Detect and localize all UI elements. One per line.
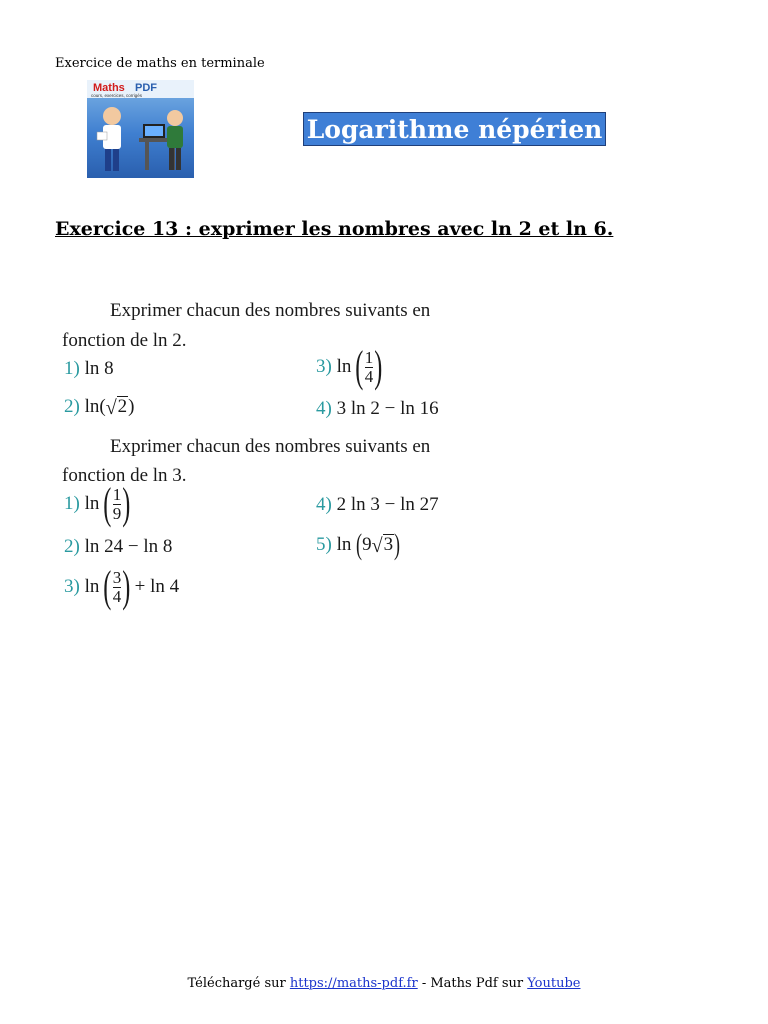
right-paren-icon: )	[374, 342, 383, 391]
logo-brand-pdf: PDF	[135, 82, 157, 94]
part1-item-4	[316, 398, 439, 420]
item-number: 1)	[64, 493, 80, 514]
item-function: ln	[336, 356, 352, 377]
radicand: 3	[383, 534, 394, 556]
item-function: ln(	[84, 396, 106, 417]
part2-item-4	[316, 494, 439, 516]
square-root	[372, 534, 394, 556]
fraction	[365, 349, 374, 386]
numerator: 1	[364, 347, 374, 367]
part1-intro-line2: fonction de ln 2.	[62, 330, 187, 351]
item-function: ln	[84, 576, 100, 597]
document-header: Exercice de maths en terminale	[55, 56, 265, 71]
footer	[0, 976, 768, 991]
logo-brand-text: Maths	[93, 82, 125, 94]
item-suffix: + ln 4	[134, 576, 180, 597]
item-number: 2)	[64, 536, 80, 557]
page-title: Logarithme népérien	[303, 112, 606, 146]
logo-illustration	[87, 80, 194, 178]
youtube-link[interactable]: Youtube	[527, 976, 581, 991]
item-number: 4)	[316, 398, 332, 419]
footer-prefix: Téléchargé sur	[187, 976, 290, 991]
part1-item-2	[64, 396, 135, 418]
item-number: 3)	[316, 356, 332, 377]
right-paren-icon: )	[394, 528, 401, 561]
left-paren-icon: (	[356, 528, 363, 561]
part1-item-3	[316, 342, 383, 391]
student-head-icon	[103, 107, 121, 125]
radical-icon: √	[371, 534, 383, 557]
numerator: 1	[112, 484, 122, 504]
radicand: 2	[117, 396, 128, 418]
part2-intro-line2: fonction de ln 3.	[62, 465, 187, 486]
denominator: 4	[112, 586, 122, 606]
right-paren-icon: )	[122, 562, 131, 611]
fraction	[113, 486, 122, 523]
item-expression: ln 24 − ln 8	[84, 536, 173, 557]
square-root	[106, 396, 128, 418]
coefficient: 9	[362, 534, 372, 555]
part1-item-1	[64, 358, 114, 380]
radical-icon: √	[105, 396, 117, 419]
denominator: 9	[112, 503, 122, 523]
closing-paren: )	[128, 396, 135, 417]
item-number: 2)	[64, 396, 80, 417]
exercise-title: Exercice 13 : exprimer les nombres avec ln 2 et ln 6.	[55, 218, 614, 240]
logo-tagline: cours, exercices, corrigés	[91, 93, 143, 98]
item-expression: 3 ln 2 − ln 16	[336, 398, 439, 419]
maths-pdf-logo	[87, 80, 194, 178]
item-function: ln	[336, 534, 352, 555]
item-number: 5)	[316, 534, 332, 555]
part2-item-1	[64, 479, 131, 528]
item-expression: ln 8	[84, 358, 114, 379]
maths-pdf-link[interactable]: https://maths-pdf.fr	[289, 976, 418, 991]
teacher-head-icon	[167, 110, 183, 126]
fraction	[113, 569, 122, 606]
right-paren-icon: )	[122, 479, 131, 528]
part2-intro-line1: Exprimer chacun des nombres suivants en	[110, 436, 431, 457]
denominator: 4	[364, 366, 374, 386]
item-expression: 2 ln 3 − ln 27	[336, 494, 439, 515]
left-paren-icon: (	[355, 342, 364, 391]
part2-item-3	[64, 562, 180, 611]
part2-item-2	[64, 536, 172, 558]
footer-middle: - Maths Pdf sur	[417, 976, 528, 991]
left-paren-icon: (	[103, 562, 112, 611]
item-number: 3)	[64, 576, 80, 597]
part2-item-5	[316, 530, 400, 560]
numerator: 3	[112, 567, 122, 587]
item-number: 1)	[64, 358, 80, 379]
left-paren-icon: (	[103, 479, 112, 528]
item-function: ln	[84, 493, 100, 514]
item-number: 4)	[316, 494, 332, 515]
part1-intro-line1: Exprimer chacun des nombres suivants en	[110, 300, 431, 321]
